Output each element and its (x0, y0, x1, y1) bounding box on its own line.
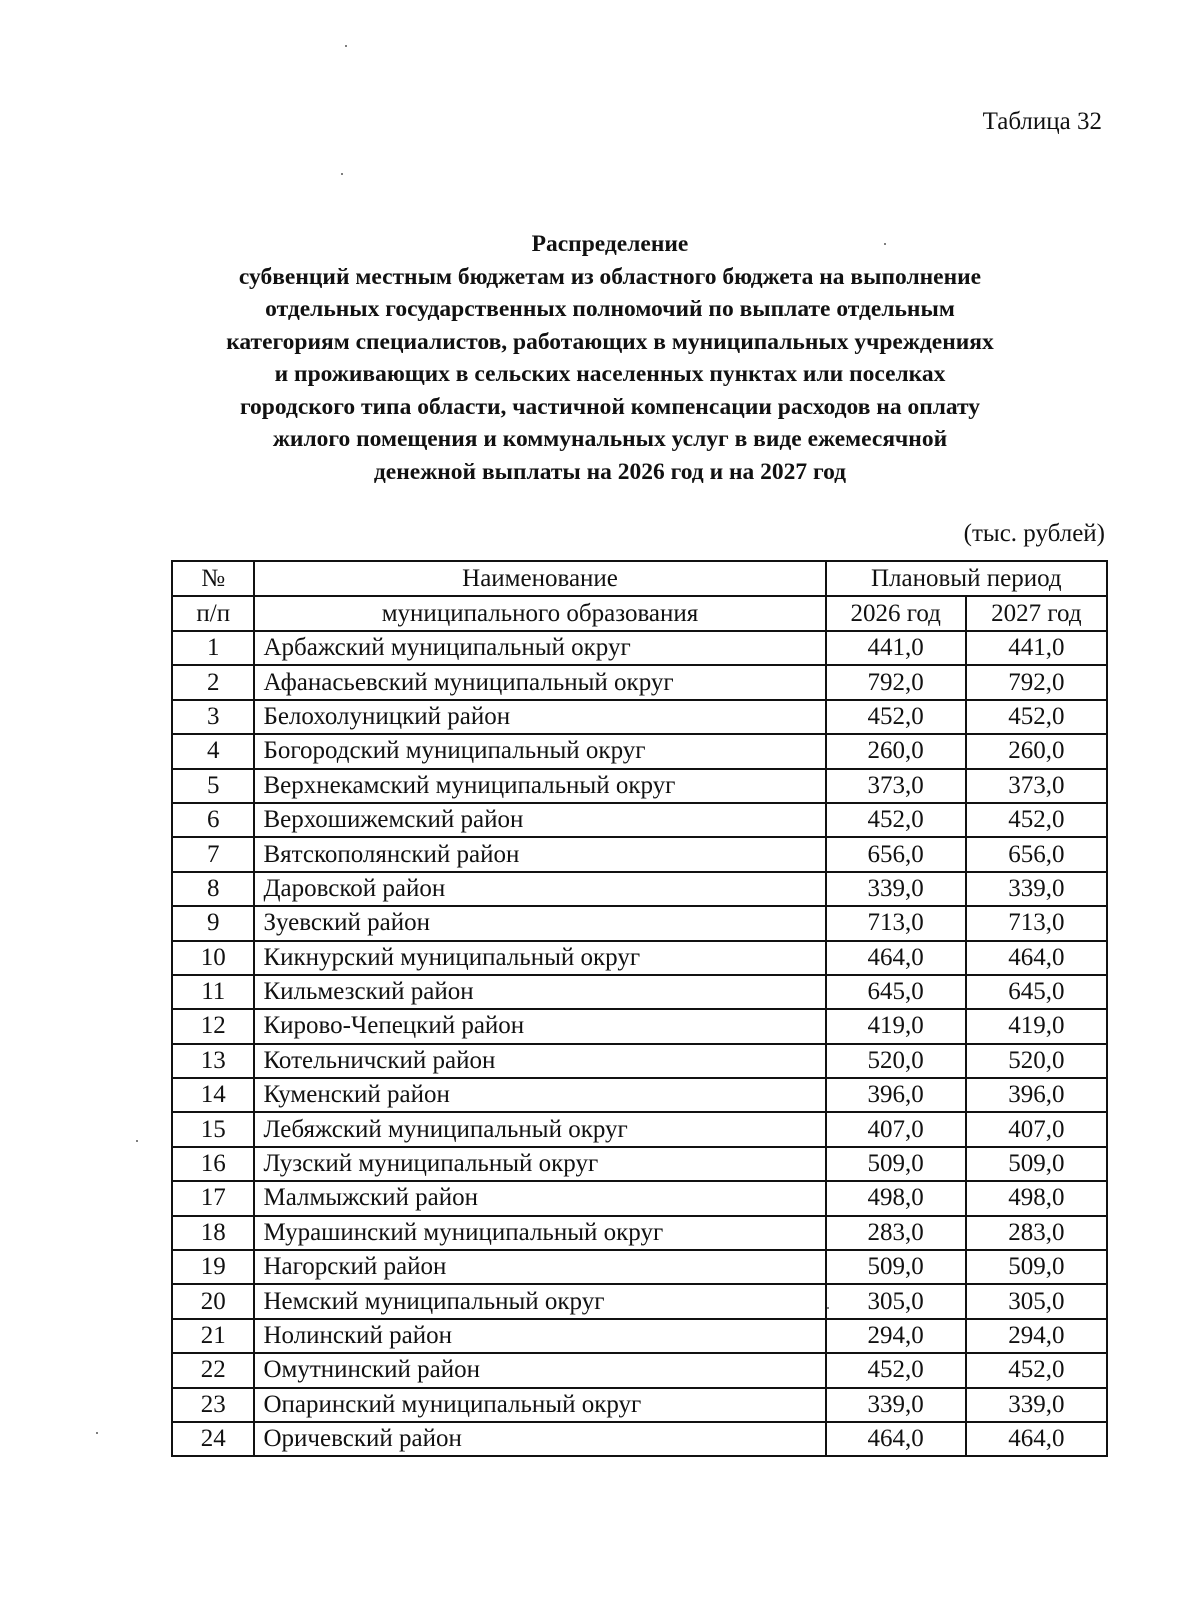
table-row (172, 1250, 1107, 1284)
value-2026-cell: 464,0 (826, 941, 966, 975)
value-2027-cell: 509,0 (966, 1147, 1107, 1181)
municipality-name-cell: Вятскополянский район (254, 837, 825, 871)
value-2026-cell: 656,0 (826, 837, 966, 871)
value-2027-cell: 520,0 (966, 1044, 1107, 1078)
table-row (172, 1388, 1107, 1422)
table-row (172, 631, 1107, 665)
municipality-name-cell: Нагорский район (254, 1250, 825, 1284)
value-2026-cell: 498,0 (826, 1181, 966, 1215)
municipality-name-cell: Нолинский район (254, 1319, 825, 1353)
value-2026-cell: 452,0 (826, 1353, 966, 1387)
municipality-name-cell: Лузский муниципальный округ (254, 1147, 825, 1181)
municipality-name-cell: Куменский район (254, 1078, 825, 1112)
value-2026-cell: 509,0 (826, 1147, 966, 1181)
scan-speck (96, 1432, 98, 1434)
table-row (172, 872, 1107, 906)
row-number-cell: 18 (172, 1216, 254, 1250)
title-line: жилого помещения и коммунальных услуг в виде ежемесячной (272, 426, 948, 452)
municipality-name-cell: Кикнурский муниципальный округ (254, 941, 825, 975)
value-2026-cell: 407,0 (826, 1112, 966, 1146)
value-2027-cell: 283,0 (966, 1216, 1107, 1250)
value-2027-cell: 792,0 (966, 665, 1107, 699)
value-2027-cell: 407,0 (966, 1112, 1107, 1146)
table-row (172, 1044, 1107, 1078)
header-name-line1: Наименование (254, 561, 825, 596)
table-body (172, 631, 1107, 1456)
subvention-table (171, 560, 1108, 1457)
municipality-name-cell: Кирово-Чепецкий район (254, 1009, 825, 1043)
municipality-name-cell: Арбажский муниципальный округ (254, 631, 825, 665)
value-2027-cell: 713,0 (966, 906, 1107, 940)
scan-speck (827, 1307, 829, 1309)
row-number-cell: 10 (172, 941, 254, 975)
value-2027-cell: 509,0 (966, 1250, 1107, 1284)
table-row (172, 769, 1107, 803)
header-year-2026: 2026 год (826, 596, 966, 631)
value-2027-cell: 464,0 (966, 941, 1107, 975)
value-2026-cell: 452,0 (826, 700, 966, 734)
title-line: отдельных государственных полномочий по выплате отдельным (265, 296, 955, 322)
header-planning-period: Плановый период (826, 561, 1107, 596)
table-number-label: Таблица 32 (982, 108, 1102, 135)
value-2026-cell: 419,0 (826, 1009, 966, 1043)
table-row (172, 1112, 1107, 1146)
table-row (172, 1216, 1107, 1250)
table-row (172, 1319, 1107, 1353)
value-2027-cell: 396,0 (966, 1078, 1107, 1112)
row-number-cell: 21 (172, 1319, 254, 1353)
scan-speck (345, 45, 347, 47)
title-line: категориям специалистов, работающих в муниципальных учреждениях (226, 328, 994, 355)
table-row (172, 1284, 1107, 1318)
row-number-cell: 7 (172, 837, 254, 871)
row-number-cell: 23 (172, 1388, 254, 1422)
row-number-cell: 1 (172, 631, 254, 665)
table-row (172, 1009, 1107, 1043)
municipality-name-cell: Белохолуницкий район (254, 700, 825, 734)
table-row (172, 1422, 1107, 1456)
title-line: субвенций местным бюджетам из областного бюджета на выполнение (238, 263, 982, 290)
value-2026-cell: 396,0 (826, 1078, 966, 1112)
table-row (172, 803, 1107, 837)
value-2026-cell: 373,0 (826, 769, 966, 803)
row-number-cell: 9 (172, 906, 254, 940)
value-2026-cell: 713,0 (826, 906, 966, 940)
row-number-cell: 2 (172, 665, 254, 699)
municipality-name-cell: Верхошижемский район (254, 803, 825, 837)
header-year-2027: 2027 год (966, 596, 1107, 631)
value-2026-cell: 452,0 (826, 803, 966, 837)
scan-speck (884, 243, 886, 245)
value-2027-cell: 339,0 (966, 1388, 1107, 1422)
table-row (172, 941, 1107, 975)
row-number-cell: 24 (172, 1422, 254, 1456)
municipality-name-cell: Афанасьевский муниципальный округ (254, 665, 825, 699)
value-2026-cell: 339,0 (826, 872, 966, 906)
value-2026-cell: 520,0 (826, 1044, 966, 1078)
row-number-cell: 11 (172, 975, 254, 1009)
municipality-name-cell: Даровской район (254, 872, 825, 906)
scan-speck (136, 1140, 138, 1142)
municipality-name-cell: Немский муниципальный округ (254, 1284, 825, 1318)
value-2026-cell: 339,0 (826, 1388, 966, 1422)
value-2026-cell: 645,0 (826, 975, 966, 1009)
table-row (172, 665, 1107, 699)
table-row (172, 700, 1107, 734)
municipality-name-cell: Лебяжский муниципальный округ (254, 1112, 825, 1146)
municipality-name-cell: Опаринский муниципальный округ (254, 1388, 825, 1422)
value-2026-cell: 509,0 (826, 1250, 966, 1284)
value-2026-cell: 294,0 (826, 1319, 966, 1353)
row-number-cell: 12 (172, 1009, 254, 1043)
row-number-cell: 15 (172, 1112, 254, 1146)
row-number-cell: 17 (172, 1181, 254, 1215)
municipality-name-cell: Кильмезский район (254, 975, 825, 1009)
value-2026-cell: 260,0 (826, 734, 966, 768)
title-line: и проживающих в сельских населенных пунктах или поселках (274, 361, 946, 387)
row-number-cell: 16 (172, 1147, 254, 1181)
value-2027-cell: 305,0 (966, 1284, 1107, 1318)
value-2027-cell: 419,0 (966, 1009, 1107, 1043)
value-2027-cell: 656,0 (966, 837, 1107, 871)
row-number-cell: 4 (172, 734, 254, 768)
title-line: денежной выплаты на 2026 год и на 2027 год (373, 458, 847, 485)
value-2027-cell: 452,0 (966, 1353, 1107, 1387)
row-number-cell: 22 (172, 1353, 254, 1387)
table-row (172, 1181, 1107, 1215)
value-2026-cell: 441,0 (826, 631, 966, 665)
units-label: (тыс. рублей) (963, 520, 1105, 547)
value-2027-cell: 294,0 (966, 1319, 1107, 1353)
value-2027-cell: 452,0 (966, 803, 1107, 837)
row-number-cell: 5 (172, 769, 254, 803)
value-2027-cell: 441,0 (966, 631, 1107, 665)
row-number-cell: 6 (172, 803, 254, 837)
value-2027-cell: 498,0 (966, 1181, 1107, 1215)
table-row (172, 1147, 1107, 1181)
value-2027-cell: 464,0 (966, 1422, 1107, 1456)
municipality-name-cell: Верхнекамский муниципальный округ (254, 769, 825, 803)
table-row (172, 1078, 1107, 1112)
municipality-name-cell: Омутнинский район (254, 1353, 825, 1387)
table-row (172, 906, 1107, 940)
document-title (160, 228, 1060, 488)
header-num-line1: № (172, 561, 254, 596)
municipality-name-cell: Оричевский район (254, 1422, 825, 1456)
header-num-line2: п/п (172, 596, 254, 631)
table-row (172, 837, 1107, 871)
scan-speck (341, 173, 343, 175)
value-2026-cell: 305,0 (826, 1284, 966, 1318)
value-2026-cell: 464,0 (826, 1422, 966, 1456)
row-number-cell: 3 (172, 700, 254, 734)
value-2027-cell: 339,0 (966, 872, 1107, 906)
value-2027-cell: 373,0 (966, 769, 1107, 803)
value-2027-cell: 452,0 (966, 700, 1107, 734)
municipality-name-cell: Зуевский район (254, 906, 825, 940)
row-number-cell: 8 (172, 872, 254, 906)
table-row (172, 1353, 1107, 1387)
municipality-name-cell: Котельничский район (254, 1044, 825, 1078)
row-number-cell: 20 (172, 1284, 254, 1318)
title-line: Распределение (531, 231, 689, 257)
value-2027-cell: 260,0 (966, 734, 1107, 768)
municipality-name-cell: Мурашинский муниципальный округ (254, 1216, 825, 1250)
value-2026-cell: 792,0 (826, 665, 966, 699)
table-header-row (172, 596, 1107, 631)
title-line: городского типа области, частичной компенсации расходов на оплату (239, 393, 981, 420)
value-2026-cell: 283,0 (826, 1216, 966, 1250)
row-number-cell: 13 (172, 1044, 254, 1078)
table-row (172, 734, 1107, 768)
municipality-name-cell: Богородский муниципальный округ (254, 734, 825, 768)
header-name-line2: муниципального образования (254, 596, 825, 631)
table-row (172, 975, 1107, 1009)
row-number-cell: 14 (172, 1078, 254, 1112)
table-header-row (172, 561, 1107, 596)
row-number-cell: 19 (172, 1250, 254, 1284)
value-2027-cell: 645,0 (966, 975, 1107, 1009)
municipality-name-cell: Малмыжский район (254, 1181, 825, 1215)
